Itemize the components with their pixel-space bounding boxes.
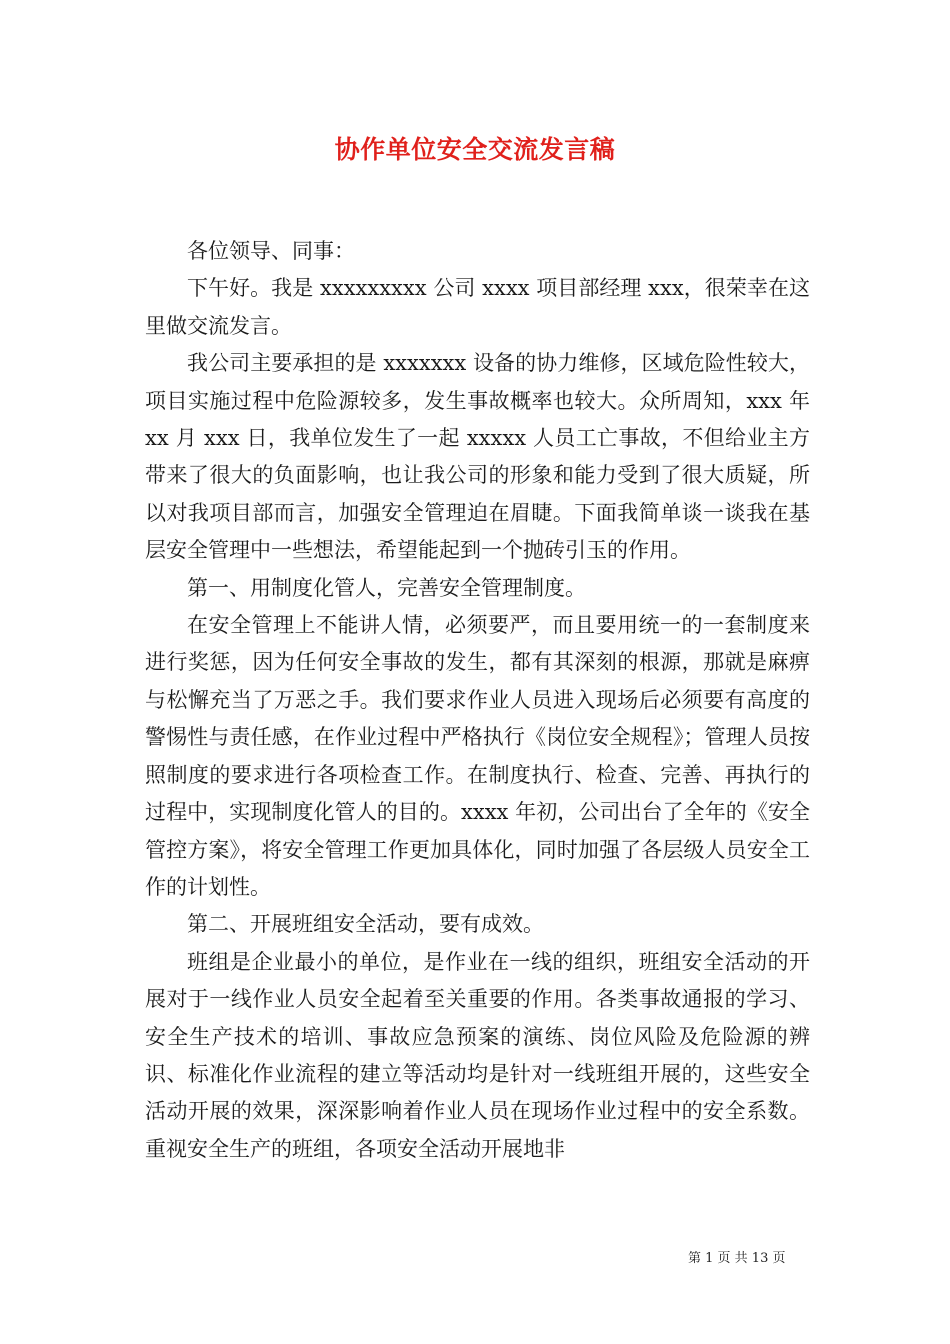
background-paragraph: 我公司主要承担的是 xxxxxxx 设备的协力维修，区域危险性较大，项目实施过程中危险源较多，发生事故概率也较大。众所周知，xxx 年 xx 月 xxx 日，我单位发生了一起 xxxxx 人员工亡事故，不但给业主方带来了很大的负面影响，也让我公司的形象和能力受到了很大质疑，所以对我项目部而言，加强安全管理迫在眉睫。下面我简单谈一谈我在基层安全管理中一些想法，希望能起到一个抛砖引玉的作用。 xyxy=(145,351,810,563)
greeting-paragraph: 各位领导、同事： xyxy=(187,239,355,263)
page-number-footer: 第 1 页 共 13 页 xyxy=(688,1251,786,1266)
section-1-paragraph: 在安全管理上不能讲人情，必须要严，而且要用统一的一套制度来进行奖惩，因为任何安全事故的发生，都有其深刻的根源，那就是麻痹与松懈充当了万恶之手。我们要求作业人员进入现场后必须要有高度的警惕性与责任感，在作业过程中严格执行《岗位安全规程》；管理人员按照制度的要求进行各项检查工作。在制度执行、检查、完善、再执行的过程中，实现制度化管人的目的。xxxx 年初，公司出台了全年的《安全管控方案》，将安全管理工作更加具体化，同时加强了各层级人员安全工作的计划性。 xyxy=(145,613,810,899)
section-heading-1: 第一、用制度化管人，完善安全管理制度。 xyxy=(187,575,586,600)
intro-paragraph: 下午好。我是 xxxxxxxxx 公司 xxxx 项目部经理 xxx，很荣幸在这里做交流发言。 xyxy=(145,276,810,338)
document-body xyxy=(145,233,810,1168)
section-heading-2: 第二、开展班组安全活动，要有成效。 xyxy=(187,912,544,937)
section-2-paragraph: 班组是企业最小的单位，是作业在一线的组织，班组安全活动的开展对于一线作业人员安全起着至关重要的作用。各类事故通报的学习、安全生产技术的培训、事故应急预案的演练、岗位风险及危险源的辨识、标准化作业流程的建立等活动均是针对一线班组开展的，这些安全活动开展的效果，深深影响着作业人员在现场作业过程中的安全系数。重视安全生产的班组，各项安全活动开展地非 xyxy=(145,949,810,1161)
document-title: 协作单位安全交流发言稿 xyxy=(334,135,616,164)
